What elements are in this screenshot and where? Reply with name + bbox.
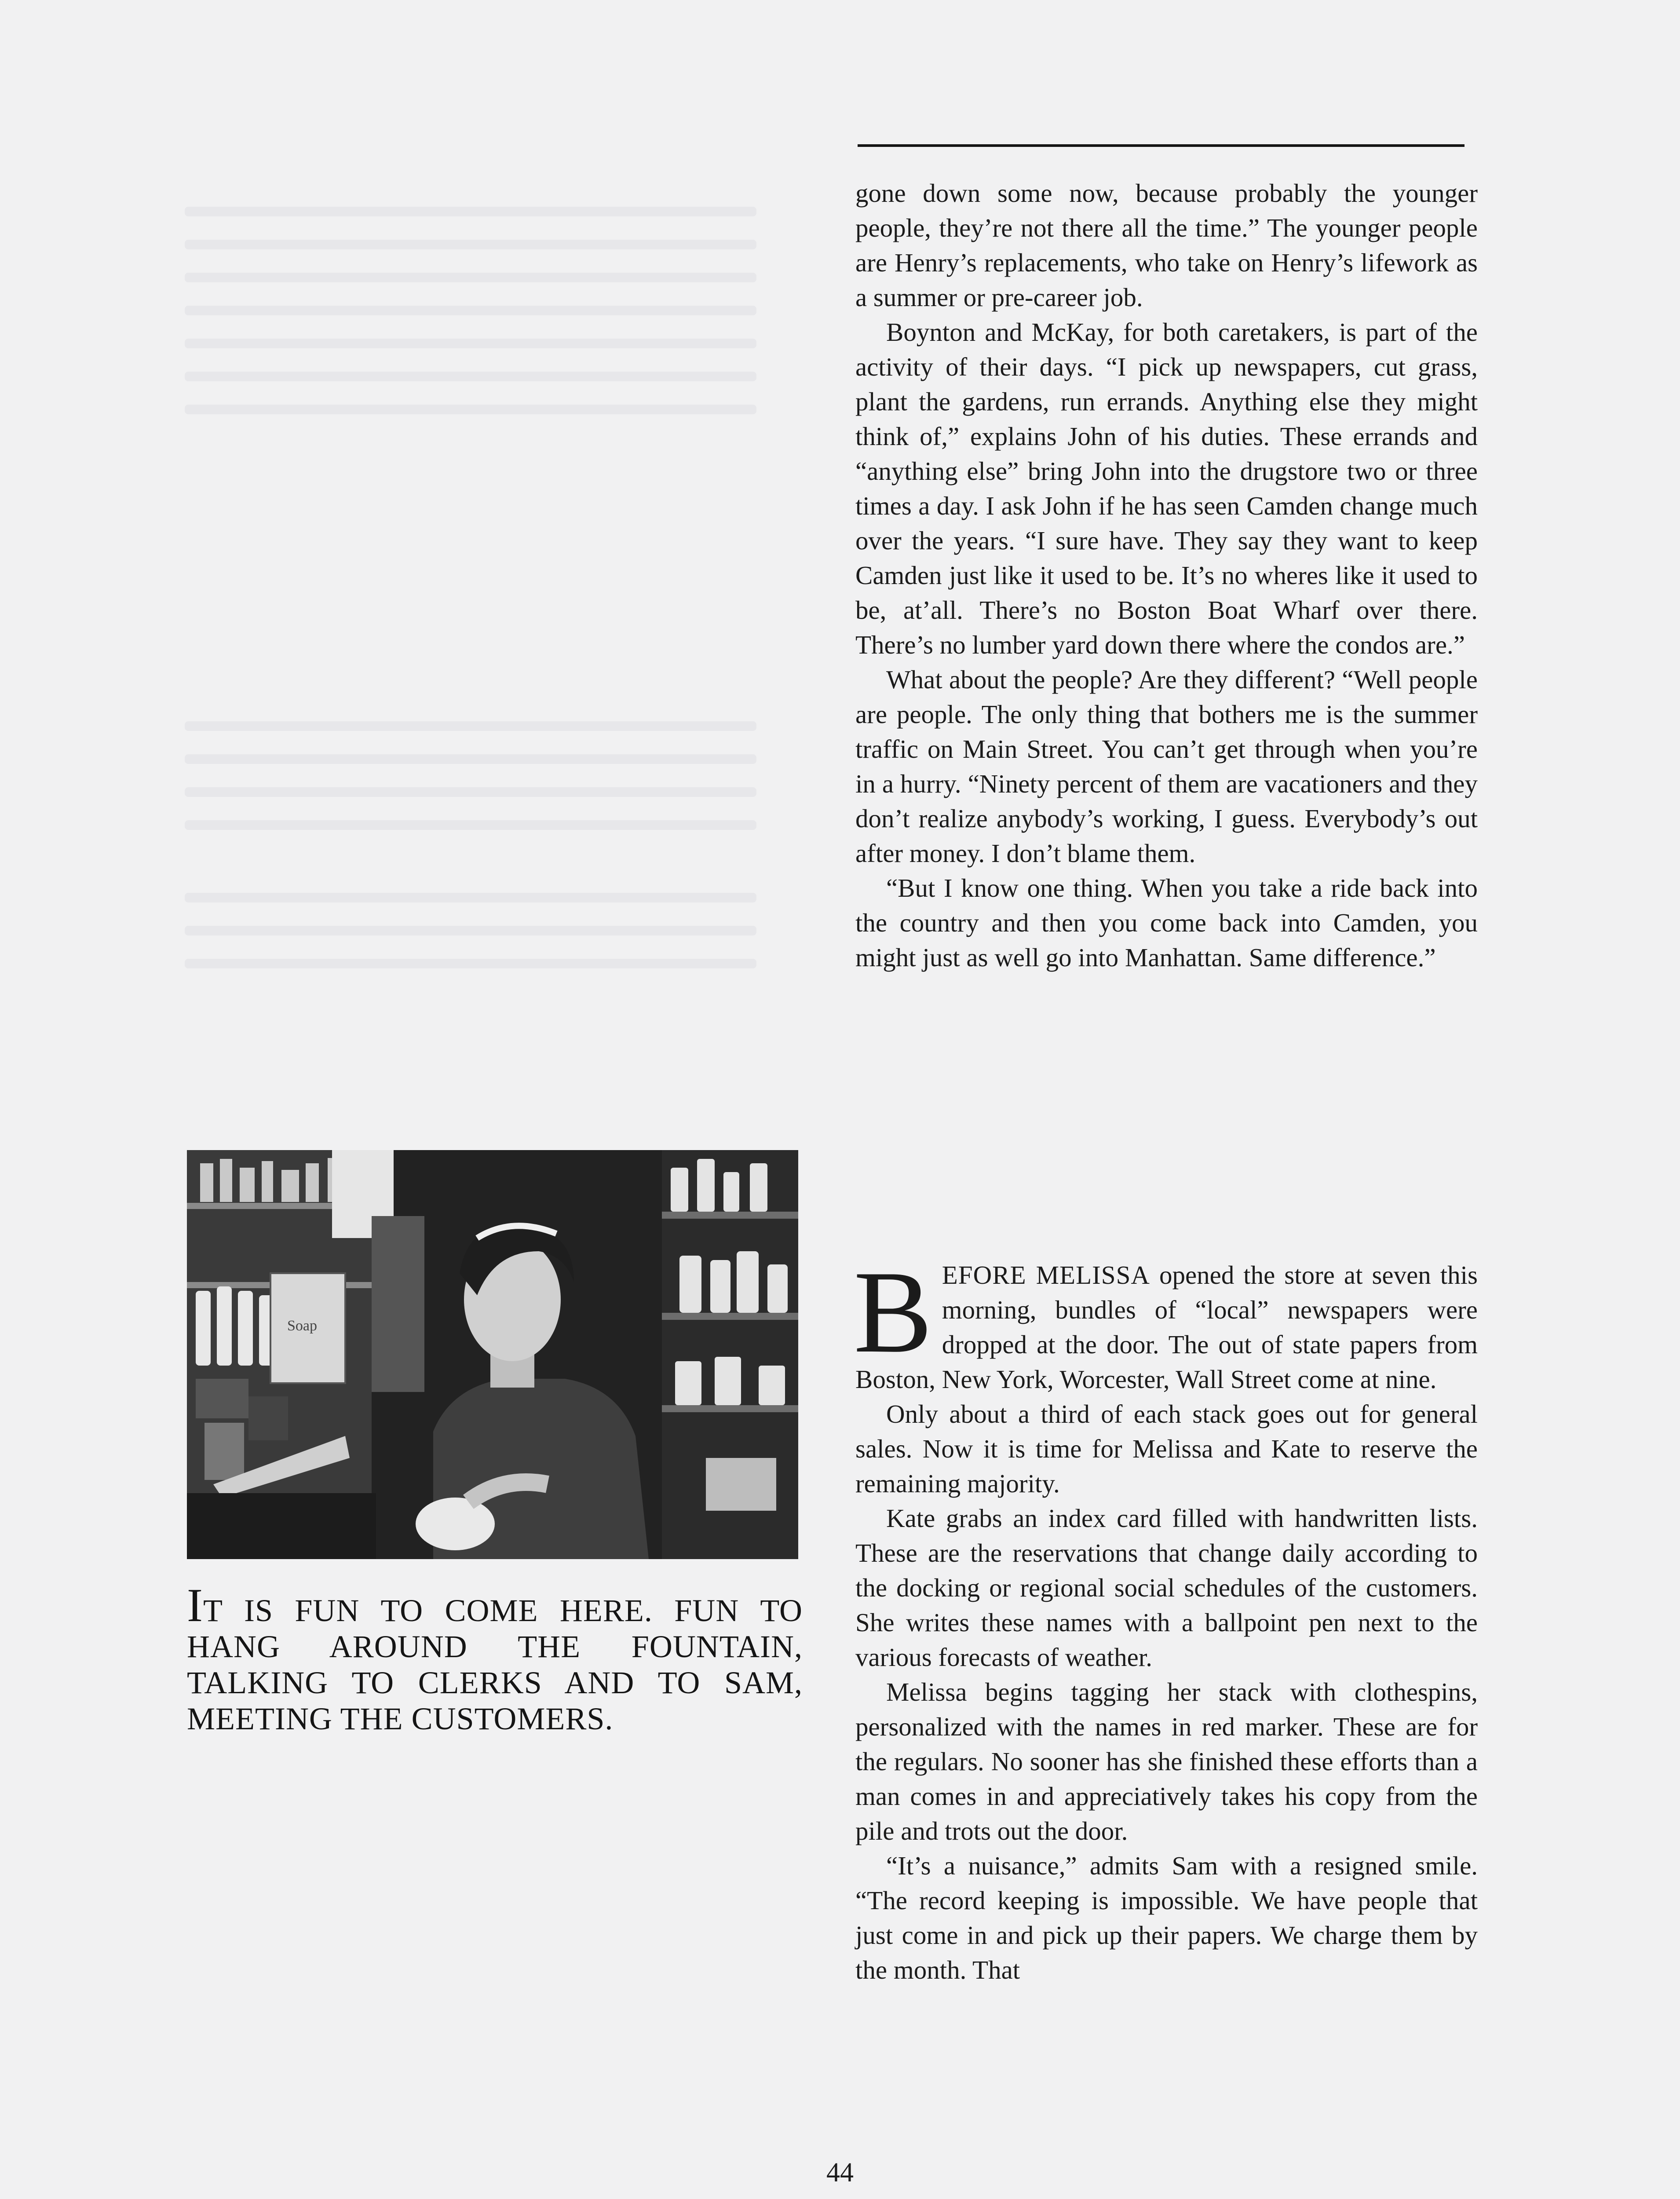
drop-cap: B [854, 1246, 932, 1377]
opening-paragraph-text: opened the store at seven this morning, bundles of “local” newspapers were dropped at the door. The out of state papers from Boston, New York, Worcester, Wall Street come at nine. [855, 1260, 1478, 1394]
drugstore-photo [187, 1150, 798, 1559]
bleed-through-line [185, 787, 756, 797]
bleed-through-line [185, 273, 756, 282]
article-column-top [855, 176, 1478, 975]
article-paragraph: “It’s a nuisance,” admits Sam with a resigned smile. “The record keeping is impossible. We have people that just come in and pick up their papers. We charge them by the month. That [855, 1851, 1478, 1984]
lead-in-caps: EFORE MELISSA [942, 1260, 1150, 1289]
bleed-through-line [185, 306, 756, 315]
bleed-through-line [185, 207, 756, 216]
photo-caption [187, 1579, 803, 1737]
bleed-through-line [185, 959, 756, 968]
article-column-bottom [854, 1246, 1478, 1987]
caption-text: T IS FUN TO COME HERE. FUN TO HANG AROUND THE FOUNTAIN, TALKING TO CLERKS AND TO SAM, MEETING THE CUSTOMERS. [187, 1593, 803, 1736]
bleed-through-line [185, 240, 756, 249]
bleed-through-line [185, 721, 756, 731]
section-opening-paragraph [854, 1246, 1478, 1397]
bleed-through-line [185, 754, 756, 764]
bleed-through-line [185, 405, 756, 414]
article-paragraph: gone down some now, because probably the younger people, they’re not there all the time.” The younger people are Henry’s replacements, who take on Henry’s lifework as a summer or pre-career job. [855, 179, 1478, 312]
article-paragraph: Kate grabs an index card filled with handwritten lists. These are the reservations that change daily according to the docking or regional social schedules of the customers. She writes these names with a ballpoint pen next to the various forecasts of weather. [855, 1504, 1478, 1672]
soap-label: Soap [287, 1318, 317, 1334]
caption-initial: I [187, 1579, 203, 1632]
article-paragraph: What about the people? Are they different? “Well people are people. The only thing that bothers me is the summer traffic on Main Street. You can’t get through when you’re in a hurry. “Ninety percent of them are vacationers and they don’t realize anybody’s working, I guess. Everybody’s out after money. I don’t blame them. [855, 665, 1478, 868]
article-paragraph: “But I know one thing. When you take a ride back into the country and then you come back into Camden, you might just as well go into Manhattan. Same difference.” [855, 873, 1478, 972]
bleed-through-line [185, 372, 756, 381]
article-paragraph: Boynton and McKay, for both caretakers, is part of the activity of their days. “I pick up newspapers, cut grass, plant the gardens, run errands. Anything else they might think of,” explains John of his duties. These errands and “anything else” bring John into the drugstore two or three times a day. I ask John if he has seen Camden change much over the years. “I sure have. They say they want to keep Camden just like it used to be. It’s no wheres like it used to be, at’all. There’s no Boston Boat Wharf over there. There’s no lumber yard down there where the condos are.” [855, 318, 1478, 659]
article-paragraph: Only about a third of each stack goes out for general sales. Now it is time for Melissa and Kate to reserve the remaining majority. [855, 1399, 1478, 1498]
photo-illustration [187, 1150, 798, 1559]
bleed-through-line [185, 926, 756, 935]
bleed-through-line [185, 893, 756, 902]
page-number: 44 [826, 2158, 854, 2188]
bleed-through-line [185, 339, 756, 348]
column-top-rule [858, 144, 1465, 147]
article-paragraph: Melissa begins tagging her stack with clothespins, personalized with the names in red marker. These are for the regulars. No sooner has she finished these efforts than a man comes in and appreciatively takes his copy from the pile and trots out the door. [855, 1677, 1478, 1845]
bleed-through-line [185, 820, 756, 830]
